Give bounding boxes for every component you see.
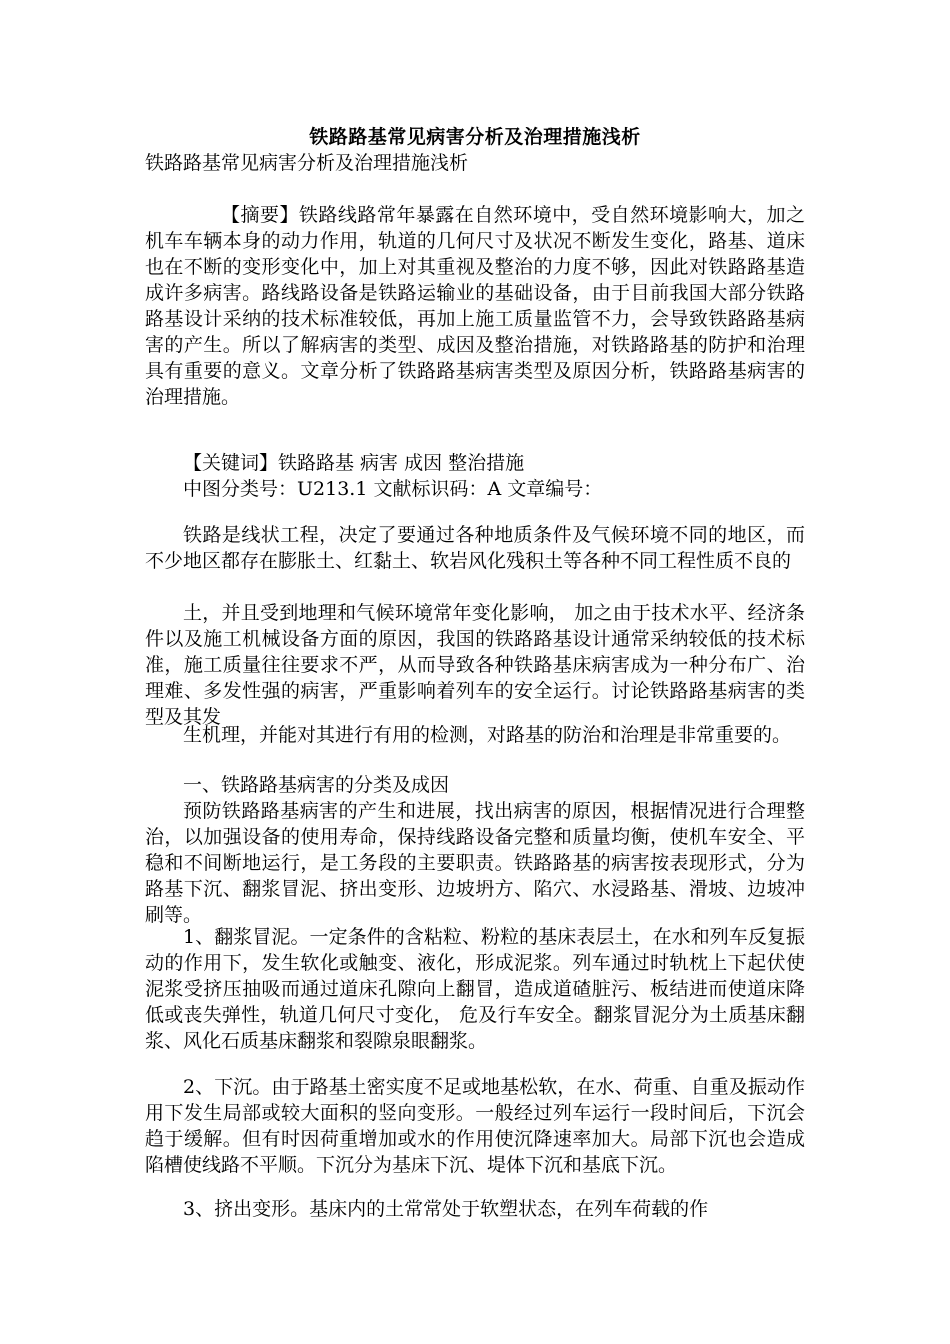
body-paragraph: 生机理，并能对其进行有用的检测，对路基的防治和治理是非常重要的。	[183, 724, 792, 746]
body-paragraph: 2、下沉。由于路基土密实度不足或地基松软，在水、荷重、自重及振动作用下发生局部或较大面积的竖向变形。一般经过列车运行一段时间后，下沉会趋于缓解。但有时因荷重增加或水的作用使沉降速率加大。局部下沉也会造成陷槽使线路不平顺。下沉分为基床下沉、堤体下沉和基底下沉。	[145, 1076, 805, 1176]
document-title: 铁路路基常见病害分析及治理措施浅析	[309, 126, 641, 148]
body-paragraph: 1、翻浆冒泥。一定条件的含粘粒、粉粒的基床表层土，在水和列车反复振动的作用下，发生软化或触变、液化，形成泥浆。列车通过时轨枕上下起伏使泥浆受挤压抽吸而通过道床孔隙向上翻冒，造成道碴脏污、板结进而使道床降低或丧失弹性，轨道几何尺寸变化， 危及行车安全。翻浆冒泥分为土质基床翻浆、风化石质基床翻浆和裂隙泉眼翻浆。	[145, 926, 805, 1052]
body-paragraph: 3、挤出变形。基床内的土常常处于软塑状态，在列车荷载的作	[183, 1198, 709, 1220]
abstract-paragraph: 【摘要】铁路线路常年暴露在自然环境中，受自然环境影响大，加之机车车辆本身的动力作用，轨道的几何尺寸及状况不断发生变化，路基、道床也在不断的变形变化中，加上对其重视及整治的力度不够，因此对铁路路基造成许多病害。路线路设备是铁路运输业的基础设备，由于目前我国大部分铁路路基设计采纳的技术标准较低，再加上施工质量监管不力，会导致铁路路基病害的产生。所以了解病害的类型、成因及整治措施，对铁路路基的防护和治理具有重要的意义。文章分析了铁路路基病害类型及原因分析，铁路路基病害的治理措施。	[145, 204, 805, 408]
body-paragraph: 预防铁路路基病害的产生和进展，找出病害的原因，根据情况进行合理整治，以加强设备的使用寿命，保持线路设备完整和质量均衡，使机车安全、平稳和不间断地运行，是工务段的主要职责。铁路路基的病害按表现形式，分为路基下沉、翻浆冒泥、挤出变形、边坡坍方、陷穴、水浸路基、滑坡、边坡冲刷等。	[145, 800, 805, 926]
classification-line: 中图分类号：U213.1 文献标识码：A 文章编号：	[183, 478, 603, 500]
keywords-line: 【关键词】铁路路基 病害 成因 整治措施	[183, 452, 525, 474]
section-heading: 一、铁路路基病害的分类及成因	[183, 774, 450, 796]
document-subtitle: 铁路路基常见病害分析及治理措施浅析	[145, 152, 469, 174]
body-paragraph: 铁路是线状工程，决定了要通过各种地质条件及气候环境不同的地区，而不少地区都存在膨胀土、红黏土、软岩风化残积土等各种不同工程性质不良的	[145, 524, 805, 572]
body-paragraph: 土，并且受到地理和气候环境常年变化影响， 加之由于技术水平、经济条件以及施工机械设备方面的原因，我国的铁路路基设计通常采纳较低的技术标准，施工质量往往要求不严，从而导致各种铁路基床病害成为一种分布广、治理难、多发性强的病害，严重影响着列车的安全运行。讨论铁路路基病害的类型及其发	[145, 602, 805, 728]
